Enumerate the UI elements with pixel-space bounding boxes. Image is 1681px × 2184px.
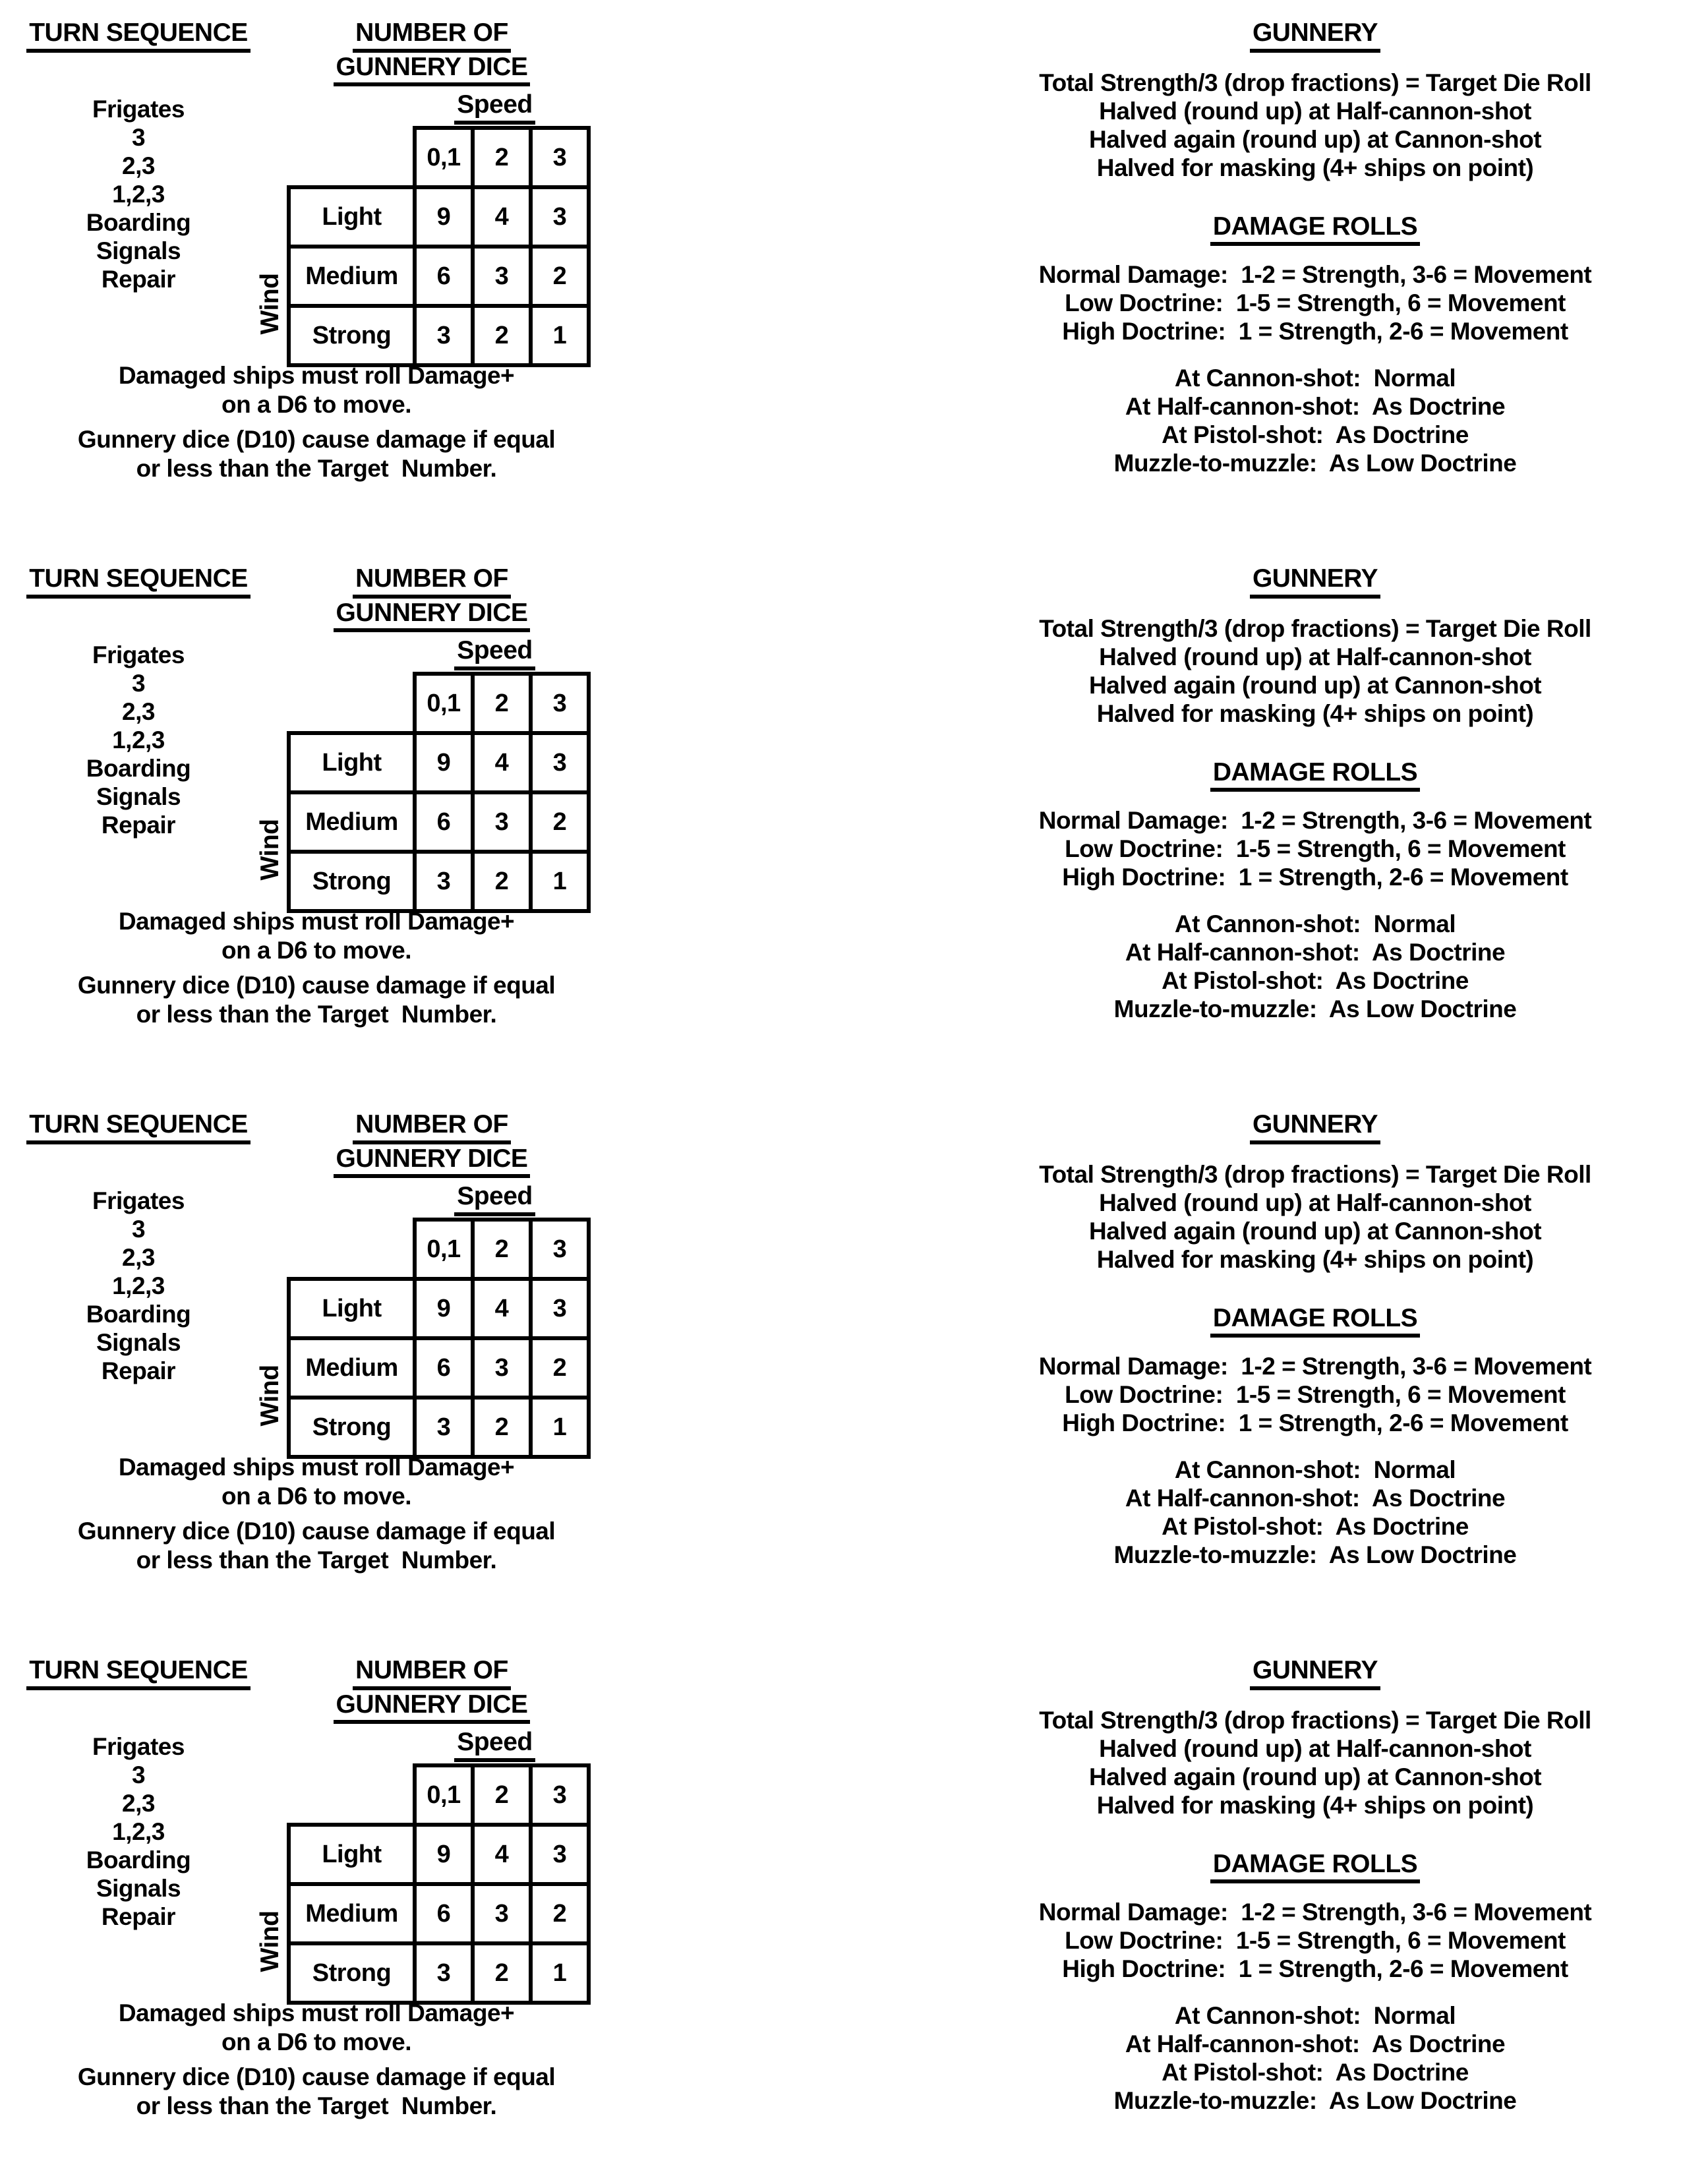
wind-row-light [289,187,589,247]
blank-corner-cell [289,128,415,187]
dice-value-cell: 1 [531,1398,589,1457]
damage-doctrine-list [969,260,1661,345]
turn-sequence-list [7,641,270,839]
dice-value-cell: 3 [415,1943,473,2003]
dice-value-cell: 3 [415,306,473,365]
turn-sequence-section [7,1110,270,1385]
notes-section [13,1999,620,2121]
damage-range-line: At Cannon-shot: Normal [1174,365,1456,392]
dice-value-cell: 4 [473,1279,531,1338]
wind-label [254,1356,287,1435]
gunnery-dice-title-line2: GUNNERY DICE [334,53,531,87]
damage-doctrine-list [969,806,1661,891]
wind-row-light [289,1825,589,1884]
dice-value-cell: 2 [473,306,531,365]
turn-sequence-list [7,95,270,293]
wind-row-label: Strong [289,852,415,911]
dice-value-cell: 2 [473,1398,531,1457]
gunnery-note-line1: Gunnery dice (D10) cause damage if equal [77,426,556,453]
damage-doctrine-line: Normal Damage: 1-2 = Strength, 3-6 = Movement [1038,1353,1592,1380]
gunnery-dice-table [287,126,591,367]
turn-sequence-item: 1,2,3 [112,180,165,208]
turn-sequence-section [7,564,270,839]
damage-doctrine-line: Normal Damage: 1-2 = Strength, 3-6 = Movement [1038,1899,1592,1926]
gunnery-note-line1: Gunnery dice (D10) cause damage if equal [77,2063,556,2090]
turn-sequence-item: Boarding [86,208,191,236]
gunnery-dice-table-zone [256,672,579,913]
gunnery-dice-table [287,672,591,913]
damage-range-line: At Half-cannon-shot: As Doctrine [1125,1485,1506,1512]
gunnery-rule: Halved (round up) at Half-cannon-shot [1099,97,1531,125]
turn-sequence-item: Repair [101,811,176,839]
damage-range-line: At Cannon-shot: Normal [1174,2002,1456,2030]
dice-value-cell: 1 [531,852,589,911]
gunnery-dice-title-line1: NUMBER OF [353,564,511,599]
movement-note-line1: Damaged ships must roll Damage+ [118,362,515,389]
dice-value-cell: 3 [473,1884,531,1943]
turn-sequence-item: 3 [131,669,146,697]
gunnery-dice-heading-row [277,599,587,633]
dice-value-cell: 2 [531,792,589,852]
gunnery-dice-title-line1: NUMBER OF [353,1110,511,1144]
gunnery-dice-heading-row [277,1656,587,1690]
damage-doctrine-line: Normal Damage: 1-2 = Strength, 3-6 = Movement [1038,261,1592,289]
damage-range-line: At Half-cannon-shot: As Doctrine [1125,2030,1506,2058]
damage-range-line: At Pistol-shot: As Doctrine [1162,2059,1469,2086]
reference-card [0,1638,1681,2183]
turn-sequence-item: Signals [96,782,181,810]
gunnery-dice-heading-row [277,1144,587,1179]
turn-sequence-heading-row [7,1656,270,1690]
turn-sequence-list [7,1187,270,1385]
gunnery-dice-title-line2: GUNNERY DICE [334,599,531,633]
gunnery-rule: Halved for masking (4+ ships on point) [1096,154,1534,181]
damage-range-line: Muzzle-to-muzzle: As Low Doctrine [1113,1541,1517,1569]
speed-header-cell: 0,1 [415,128,473,187]
gunnery-rule: Halved again (round up) at Cannon-shot [1088,671,1542,699]
wind-label-text: Wind [254,1364,291,1428]
movement-note-line2: on a D6 to move. [221,937,412,964]
speed-header-cell: 3 [531,674,589,733]
speed-header-row [289,1220,589,1279]
wind-row-label: Medium [289,1884,415,1943]
gunnery-dice-table-area [256,636,579,913]
wind-label-text: Wind [254,1910,291,1974]
speed-header-cell: 2 [473,674,531,733]
gunnery-note-line2: or less than the Target Number. [136,455,497,482]
dice-value-cell: 3 [415,1398,473,1457]
damage-range-list [969,2001,1661,2115]
reference-card [0,1092,1681,1638]
gunnery-rules-section [969,1656,1661,2115]
wind-row-label: Strong [289,1943,415,2003]
wind-row-label: Medium [289,792,415,852]
damage-range-line: Muzzle-to-muzzle: As Low Doctrine [1113,450,1517,477]
blank-corner-cell [289,674,415,733]
damage-doctrine-line: High Doctrine: 1 = Strength, 2-6 = Movement [1062,1955,1568,1983]
dice-value-cell: 3 [531,1279,589,1338]
wind-row-strong [289,1398,589,1457]
wind-row-label: Light [289,733,415,792]
speed-header-cell: 0,1 [415,1220,473,1279]
gunnery-rules-list [969,614,1661,728]
damage-rolls-title: DAMAGE ROLLS [1210,1304,1420,1338]
damage-range-line: At Half-cannon-shot: As Doctrine [1125,393,1506,421]
damage-doctrine-line: High Doctrine: 1 = Strength, 2-6 = Movement [1062,1409,1568,1437]
gunnery-rules-section [969,1110,1661,1569]
gunnery-heading-row [969,1110,1661,1144]
speed-header-cell: 2 [473,1220,531,1279]
wind-row-strong [289,852,589,911]
gunnery-heading-row [969,564,1661,599]
wind-row-label: Light [289,187,415,247]
gunnery-dice-heading-row [277,1690,587,1725]
movement-note-line1: Damaged ships must roll Damage+ [118,908,515,935]
turn-sequence-heading-row [7,18,270,53]
damage-range-list [969,1456,1661,1569]
dice-value-cell: 9 [415,733,473,792]
damage-doctrine-line: Normal Damage: 1-2 = Strength, 3-6 = Movement [1038,807,1592,835]
turn-sequence-item: 1,2,3 [112,726,165,753]
damage-rolls-title: DAMAGE ROLLS [1210,212,1420,247]
speed-label: Speed [454,1728,535,1762]
gunnery-title: GUNNERY [1250,1656,1380,1690]
gunnery-rule: Total Strength/3 (drop fractions) = Target Die Roll [1039,1160,1591,1188]
wind-label [254,264,287,343]
wind-row-light [289,1279,589,1338]
wind-label-text: Wind [254,818,291,882]
turn-sequence-item: 3 [131,123,146,151]
movement-note-line1: Damaged ships must roll Damage+ [118,1454,515,1481]
gunnery-rule: Total Strength/3 (drop fractions) = Target Die Roll [1039,1706,1591,1734]
speed-header-cell: 2 [473,1765,531,1825]
gunnery-title: GUNNERY [1250,1110,1380,1144]
speed-header-cell: 0,1 [415,674,473,733]
damage-rolls-heading-row [969,212,1661,247]
gunnery-dice-title-line1: NUMBER OF [353,1656,511,1690]
gunnery-dice-section [256,1656,587,2005]
turn-sequence-title: TURN SEQUENCE [26,564,251,599]
gunnery-heading-row [969,18,1661,53]
damage-doctrine-list [969,1352,1661,1437]
wind-row-medium [289,247,589,306]
turn-sequence-item: Signals [96,1874,181,1902]
dice-value-cell: 9 [415,1825,473,1884]
movement-note-line1: Damaged ships must roll Damage+ [118,1999,515,2026]
turn-sequence-item: Frigates [92,641,185,668]
turn-sequence-item: 1,2,3 [112,1817,165,1845]
gunnery-dice-section [256,564,587,913]
wind-label-text: Wind [254,272,291,336]
speed-label-row [411,1728,579,1762]
dice-value-cell: 2 [531,1338,589,1398]
gunnery-rule: Halved again (round up) at Cannon-shot [1088,1217,1542,1245]
dice-value-cell: 3 [531,187,589,247]
dice-value-cell: 9 [415,187,473,247]
notes-section [13,907,620,1029]
damage-doctrine-line: Low Doctrine: 1-5 = Strength, 6 = Movement [1065,289,1566,317]
damage-doctrine-line: Low Doctrine: 1-5 = Strength, 6 = Movement [1065,1381,1566,1409]
speed-header-row [289,1765,589,1825]
gunnery-title: GUNNERY [1250,18,1380,53]
wind-row-label: Light [289,1825,415,1884]
gunnery-rule: Total Strength/3 (drop fractions) = Target Die Roll [1039,614,1591,642]
turn-sequence-item: Repair [101,265,176,293]
turn-sequence-title: TURN SEQUENCE [26,1110,251,1144]
gunnery-note-line1: Gunnery dice (D10) cause damage if equal [77,972,556,999]
wind-row-label: Strong [289,306,415,365]
damage-range-line: At Cannon-shot: Normal [1174,910,1456,938]
damage-range-line: At Half-cannon-shot: As Doctrine [1125,939,1506,966]
damage-doctrine-line: Low Doctrine: 1-5 = Strength, 6 = Movement [1065,835,1566,863]
turn-sequence-title: TURN SEQUENCE [26,18,251,53]
gunnery-dice-heading-row [277,1110,587,1144]
dice-value-cell: 2 [473,1943,531,2003]
notes-section [13,1453,620,1575]
damage-range-line: At Pistol-shot: As Doctrine [1162,421,1469,449]
speed-label-row [411,636,579,670]
gunnery-rule: Halved again (round up) at Cannon-shot [1088,1763,1542,1790]
dice-value-cell: 6 [415,247,473,306]
speed-header-row [289,128,589,187]
turn-sequence-list [7,1732,270,1931]
gunnery-rules-section [969,18,1661,477]
gunnery-dice-table [287,1218,591,1459]
turn-sequence-item: Frigates [92,95,185,123]
gunnery-note-line2: or less than the Target Number. [136,1001,497,1028]
turn-sequence-item: 2,3 [122,1789,155,1817]
damage-rolls-heading-row [969,758,1661,792]
gunnery-rule: Total Strength/3 (drop fractions) = Target Die Roll [1039,69,1591,96]
gunnery-rule: Halved (round up) at Half-cannon-shot [1099,1734,1531,1762]
dice-value-cell: 4 [473,733,531,792]
gunnery-dice-title-line2: GUNNERY DICE [334,1144,531,1179]
turn-sequence-item: 3 [131,1215,146,1243]
turn-sequence-item: Repair [101,1903,176,1930]
dice-value-cell: 3 [531,1825,589,1884]
dice-value-cell: 3 [473,247,531,306]
damage-range-line: At Cannon-shot: Normal [1174,1456,1456,1484]
gunnery-dice-heading-row [277,18,587,53]
speed-header-cell: 3 [531,1765,589,1825]
dice-value-cell: 4 [473,1825,531,1884]
speed-label: Speed [454,90,535,125]
gunnery-dice-table-area [256,1728,579,2005]
turn-sequence-item: Boarding [86,1846,191,1874]
blank-corner-cell [289,1220,415,1279]
speed-label-row [411,90,579,125]
gunnery-rule: Halved for masking (4+ ships on point) [1096,1245,1534,1273]
gunnery-rules-list [969,1160,1661,1274]
gunnery-dice-table-area [256,1182,579,1459]
gunnery-rule: Halved (round up) at Half-cannon-shot [1099,1189,1531,1216]
gunnery-rule: Halved for masking (4+ ships on point) [1096,699,1534,727]
notes-section [13,361,620,483]
gunnery-dice-table-zone [256,1218,579,1459]
wind-row-label: Medium [289,247,415,306]
turn-sequence-item: 2,3 [122,152,155,179]
damage-doctrine-line: Low Doctrine: 1-5 = Strength, 6 = Movement [1065,1927,1566,1955]
speed-header-cell: 3 [531,128,589,187]
gunnery-dice-title-line2: GUNNERY DICE [334,1690,531,1725]
damage-doctrine-list [969,1898,1661,1983]
turn-sequence-item: Frigates [92,1732,185,1760]
gunnery-note-line2: or less than the Target Number. [136,2092,497,2119]
dice-value-cell: 6 [415,792,473,852]
wind-row-light [289,733,589,792]
blank-corner-cell [289,1765,415,1825]
speed-label: Speed [454,636,535,670]
damage-rolls-title: DAMAGE ROLLS [1210,1850,1420,1884]
gunnery-note-line2: or less than the Target Number. [136,1547,497,1574]
gunnery-heading-row [969,1656,1661,1690]
dice-value-cell: 3 [531,733,589,792]
dice-value-cell: 9 [415,1279,473,1338]
damage-range-line: Muzzle-to-muzzle: As Low Doctrine [1113,2087,1517,2115]
wind-row-strong [289,306,589,365]
speed-header-cell: 0,1 [415,1765,473,1825]
damage-rolls-heading-row [969,1304,1661,1338]
turn-sequence-section [7,18,270,293]
dice-value-cell: 4 [473,187,531,247]
turn-sequence-item: Signals [96,237,181,264]
speed-header-row [289,674,589,733]
gunnery-rule: Halved for masking (4+ ships on point) [1096,1791,1534,1819]
wind-row-label: Medium [289,1338,415,1398]
wind-row-medium [289,792,589,852]
damage-range-line: At Pistol-shot: As Doctrine [1162,967,1469,995]
reference-card [0,546,1681,1092]
gunnery-dice-title-line1: NUMBER OF [353,18,511,53]
gunnery-dice-table-zone [256,126,579,367]
movement-note-line2: on a D6 to move. [221,2028,412,2055]
wind-label [254,1902,287,1981]
gunnery-dice-section [256,1110,587,1459]
dice-value-cell: 2 [473,852,531,911]
wind-row-strong [289,1943,589,2003]
turn-sequence-item: 1,2,3 [112,1272,165,1299]
damage-range-list [969,364,1661,477]
gunnery-rules-list [969,1706,1661,1819]
movement-note-line2: on a D6 to move. [221,1483,412,1510]
damage-doctrine-line: High Doctrine: 1 = Strength, 2-6 = Movement [1062,318,1568,345]
damage-range-line: Muzzle-to-muzzle: As Low Doctrine [1113,995,1517,1023]
turn-sequence-item: Repair [101,1357,176,1384]
dice-value-cell: 2 [531,247,589,306]
turn-sequence-item: 2,3 [122,1243,155,1271]
wind-row-medium [289,1338,589,1398]
gunnery-note-line1: Gunnery dice (D10) cause damage if equal [77,1518,556,1545]
dice-value-cell: 2 [531,1884,589,1943]
damage-range-line: At Pistol-shot: As Doctrine [1162,1513,1469,1541]
damage-doctrine-line: High Doctrine: 1 = Strength, 2-6 = Movement [1062,864,1568,891]
speed-label-row [411,1182,579,1216]
dice-value-cell: 6 [415,1338,473,1398]
gunnery-rules-section [969,564,1661,1023]
dice-value-cell: 6 [415,1884,473,1943]
turn-sequence-item: 3 [131,1761,146,1788]
damage-range-list [969,910,1661,1023]
wind-label [254,810,287,889]
damage-rolls-heading-row [969,1850,1661,1884]
turn-sequence-item: Signals [96,1328,181,1356]
gunnery-dice-table-area [256,90,579,367]
turn-sequence-item: Boarding [86,1300,191,1328]
dice-value-cell: 3 [415,852,473,911]
gunnery-dice-heading-row [277,564,587,599]
speed-header-cell: 2 [473,128,531,187]
wind-row-label: Strong [289,1398,415,1457]
dice-value-cell: 1 [531,306,589,365]
turn-sequence-heading-row [7,564,270,599]
turn-sequence-title: TURN SEQUENCE [26,1656,251,1690]
turn-sequence-item: 2,3 [122,697,155,725]
dice-value-cell: 3 [473,1338,531,1398]
turn-sequence-item: Frigates [92,1187,185,1214]
turn-sequence-heading-row [7,1110,270,1144]
gunnery-rules-list [969,69,1661,182]
gunnery-dice-heading-row [277,53,587,87]
turn-sequence-section [7,1656,270,1931]
gunnery-dice-table-zone [256,1763,579,2005]
wind-row-label: Light [289,1279,415,1338]
dice-value-cell: 1 [531,1943,589,2003]
damage-rolls-title: DAMAGE ROLLS [1210,758,1420,792]
dice-value-cell: 3 [473,792,531,852]
gunnery-dice-table [287,1763,591,2005]
gunnery-rule: Halved again (round up) at Cannon-shot [1088,125,1542,153]
turn-sequence-item: Boarding [86,754,191,782]
speed-label: Speed [454,1182,535,1216]
wind-row-medium [289,1884,589,1943]
speed-header-cell: 3 [531,1220,589,1279]
movement-note-line2: on a D6 to move. [221,391,412,418]
gunnery-dice-section [256,18,587,367]
reference-card [0,0,1681,546]
gunnery-rule: Halved (round up) at Half-cannon-shot [1099,643,1531,670]
gunnery-title: GUNNERY [1250,564,1380,599]
